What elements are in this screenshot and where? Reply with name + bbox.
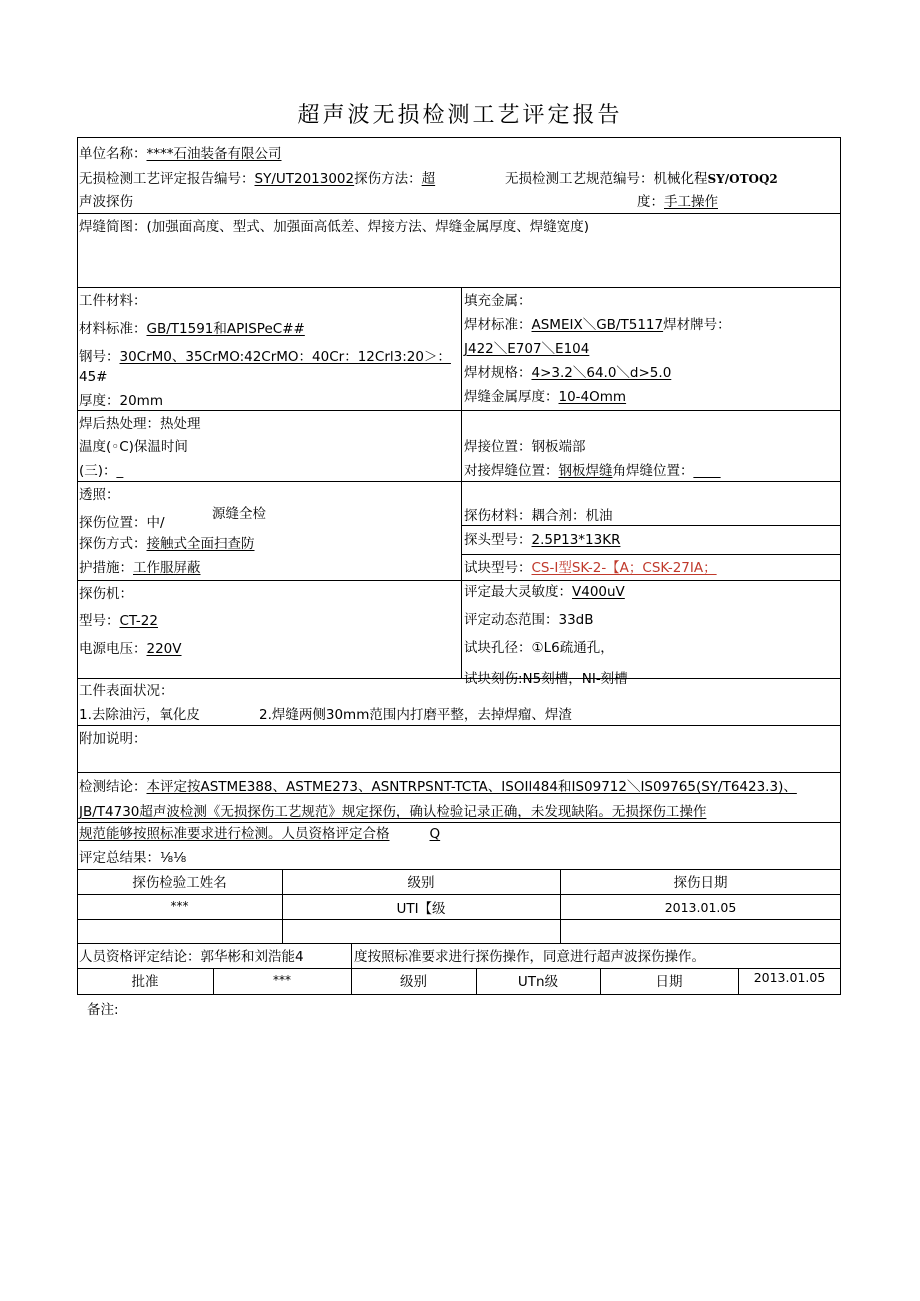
approval-date-label: 日期 <box>655 974 683 990</box>
max-sensitivity: 评定最大灵敏度：V400uV <box>464 584 625 600</box>
instrument-label: 探伤机： <box>79 586 133 602</box>
column-divider <box>461 287 462 678</box>
approval-level-value: UTn级 <box>517 974 559 990</box>
unit-row: 单位名称：****石油装备有限公司 <box>79 146 282 162</box>
block-hole: 试块孔径：①L6疏通孔， <box>464 640 614 656</box>
weld-position: 焊接位置：钢板端部 <box>464 439 586 455</box>
report-method-cont: 声波探伤 <box>79 194 133 210</box>
test-block-model: 试块型号：CS-I型SK-2-【A；CSK-27IA； <box>464 560 717 576</box>
surface-label: 工件表面状况： <box>79 683 174 699</box>
pwht-label: 焊后热处理：热处理 <box>79 416 201 432</box>
qualification-conclusion: 人员资格评定结论：郭华彬和刘浩能4 <box>79 949 304 965</box>
conclusion-line-3: 规范能够按照标准要求进行检测。人员资格评定合格 Q <box>79 826 441 842</box>
inspection-position: 探伤位置：中/ <box>79 515 165 531</box>
divider <box>77 580 841 581</box>
dynamic-range: 评定动态范围：33dB <box>464 612 594 628</box>
divider <box>77 772 841 773</box>
instrument-model: 型号：CT-22 <box>79 613 158 629</box>
couplant: 探伤材料：耦合剂：机油 <box>464 508 613 524</box>
butt-weld-position: 对接焊缝位置：钢板焊缝角焊缝位置：____ <box>464 463 721 479</box>
report-no-value: SY/UT2013002 <box>254 171 355 187</box>
filler-spec: 焊材规格：4>3.2＼64.0＼d>5.0 <box>464 365 672 381</box>
inspection-position-value: 源缝全检 <box>212 506 266 522</box>
approver-name: *** <box>273 973 291 987</box>
divider <box>77 481 841 482</box>
steel-grade-cont: 45# <box>79 369 108 385</box>
divider <box>77 894 841 895</box>
overall-result: 评定总结果：⅛⅛ <box>79 850 187 866</box>
block-notch: 试块刻伤:N5刻槽，NI-刻槽 <box>464 671 628 687</box>
thickness: 厚度：20mm <box>79 393 163 409</box>
spec-no-row: 无损检测工艺规范编号：机械化程SY/OTOQ2 <box>505 171 778 187</box>
spec-no-cont: 度：手工操作 <box>637 194 718 210</box>
table-cell-name: *** <box>170 899 189 913</box>
surface-item-1: 1.去除油污，氧化皮 <box>79 707 200 723</box>
protection: 护措施：工作服屏蔽 <box>79 560 201 576</box>
scan-method: 探伤方式：接触式全面扫查防 <box>79 536 255 552</box>
divider <box>461 554 841 555</box>
probe-model: 探头型号：2.5P13*13KR <box>464 532 621 548</box>
pwht-time: (三)：_ <box>79 463 124 479</box>
divider <box>77 822 841 823</box>
conclusion-line-2: JB/T4730超声波检测《无损探伤工艺规范》规定探伤，确认检验记录正确，未发现缺陷。无损探伤工操作 <box>79 804 707 820</box>
qualification-conclusion-cont: 度按照标准要求进行探伤操作，同意进行超声波探伤操作。 <box>354 949 705 965</box>
unit-value: ****石油装备有限公司 <box>146 146 282 162</box>
divider <box>77 725 841 726</box>
divider <box>77 410 841 411</box>
weld-sketch-label: 焊缝简图：(加强面高度、型式、加强面高低差、焊接方法、焊缝金属厚度、焊缝宽度) <box>79 219 590 235</box>
divider <box>77 213 841 214</box>
table-cell-level: UTI【级 <box>396 901 446 917</box>
approval-date-value: 2013.01.05 <box>753 970 826 985</box>
workpiece-label: 工件材料： <box>79 293 147 309</box>
table-cell-date: 2013.01.05 <box>664 900 737 915</box>
conclusion-line-1: 检测结论：本评定按ASTME388、ASTME273、ASNTRPSNT-TCTA、ISOIl484和IS09712＼IS09765(SY/T6423.3)、 <box>79 779 797 795</box>
divider <box>77 943 841 944</box>
page-title: 超声波无损检测工艺评定报告 <box>297 103 623 128</box>
radiography-label: 透照： <box>79 487 120 503</box>
approval-label: 批准 <box>131 974 159 990</box>
surface-item-2: 2.焊缝两侧30mm范围内打磨平整，去掉焊瘤、焊渣 <box>259 707 572 723</box>
divider <box>77 968 841 969</box>
pwht-temp: 温度(◦C)保温时间 <box>79 439 188 455</box>
additional-remarks-label: 附加说明： <box>79 731 147 747</box>
filler-brand: J422＼E707＼E104 <box>464 341 590 357</box>
divider <box>77 869 841 870</box>
material-standard: 材料标准：GB/T1591和APISPeC## <box>79 321 305 337</box>
spec-no-code: SY/OTOQ2 <box>707 172 778 186</box>
note-label: 备注: <box>87 1002 119 1018</box>
steel-grade: 钢号：30CrM0、35CrMO:42CrMO：40Cr：12Crl3:20＞： <box>79 349 451 365</box>
divider <box>77 919 841 920</box>
filler-label: 填充金属： <box>464 293 532 309</box>
instrument-voltage: 电源电压：220V <box>79 641 182 657</box>
divider <box>77 678 841 679</box>
filler-thickness: 焊缝金属厚度：10-4Omm <box>464 389 627 405</box>
table-header-name: 探伤检验工姓名 <box>132 875 227 891</box>
table-header-date: 探伤日期 <box>673 875 728 891</box>
filler-standard: 焊材标准：ASMEIX＼GB/T5117焊材牌号： <box>464 317 731 333</box>
report-no-row: 无损检测工艺评定报告编号：SY/UT2013002探伤方法：超 <box>79 171 436 187</box>
divider <box>461 525 841 526</box>
approval-level-label: 级别 <box>400 974 427 990</box>
table-header-level: 级别 <box>407 875 435 891</box>
column-divider <box>351 943 352 968</box>
divider <box>77 287 841 288</box>
